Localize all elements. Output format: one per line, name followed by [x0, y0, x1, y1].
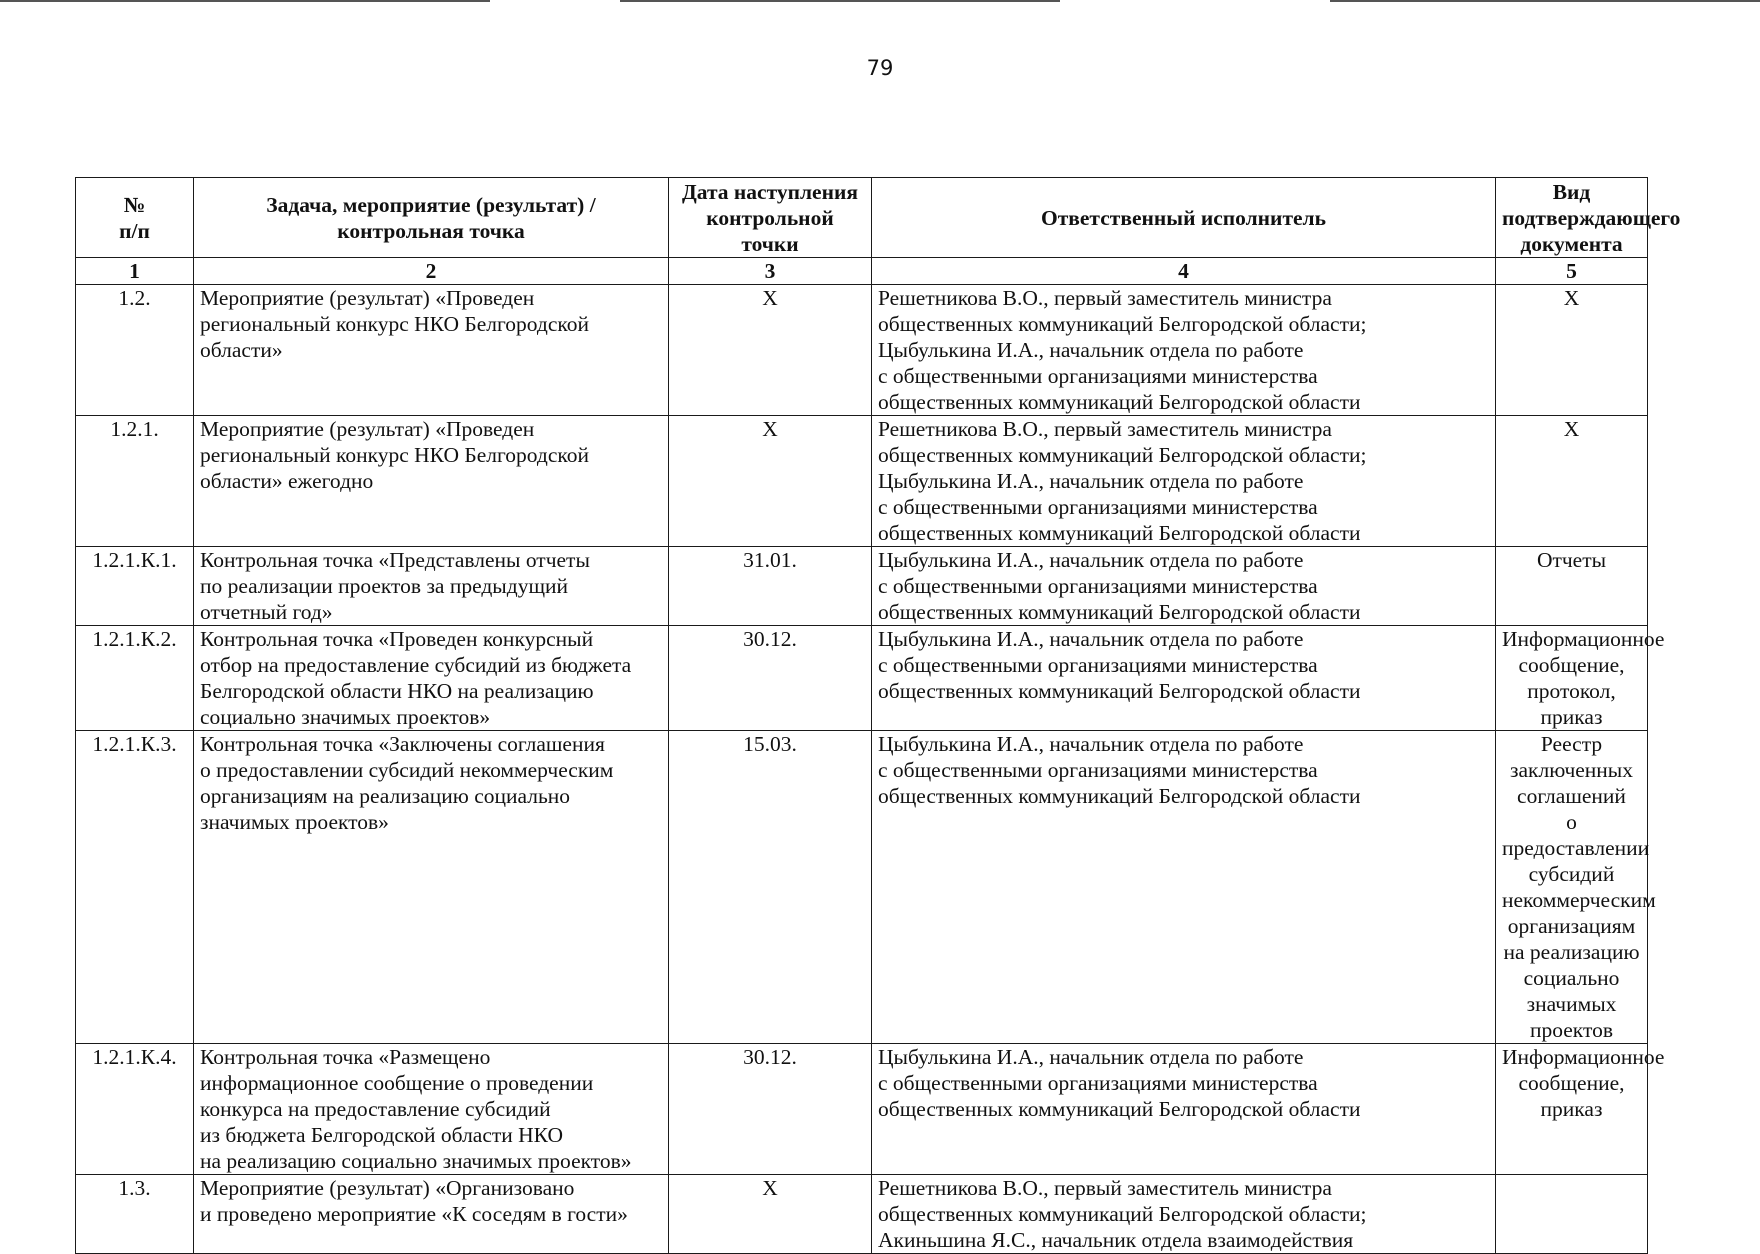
row-number: 1.2.1.К.1.: [76, 547, 194, 626]
table-row: [76, 1044, 1648, 1175]
row-document: Информационное сообщение, протокол, приказ: [1496, 626, 1648, 731]
column-numbers-row: [76, 258, 1648, 285]
row-number: 1.2.1.К.4.: [76, 1044, 194, 1175]
table-row: [76, 416, 1648, 547]
table-row: [76, 731, 1648, 1044]
row-document: X: [1496, 285, 1648, 416]
row-task: Мероприятие (результат) «Проведен региональный конкурс НКО Белгородской области» ежегодно: [194, 416, 669, 547]
row-date: 15.03.: [669, 731, 872, 1044]
row-document: X: [1496, 416, 1648, 547]
row-executor: Цыбулькина И.А., начальник отдела по работе с общественными организациями министерства общественных коммуникаций Белгородской области: [872, 731, 1496, 1044]
table-row: [76, 1175, 1648, 1254]
top-scan-rule-middle: [620, 0, 1060, 2]
row-task: Контрольная точка «Заключены соглашения о предоставлении субсидий некоммерческим организациям на реализацию социально значимых проектов»: [194, 731, 669, 1044]
table-row: [76, 626, 1648, 731]
row-executor: Решетникова В.О., первый заместитель министра общественных коммуникаций Белгородской области; Цыбулькина И.А., начальник отдела по работе с общественными организациями министерства общественных коммуникаций Белгородской области: [872, 285, 1496, 416]
header-date: Дата наступления контрольной точки: [669, 178, 872, 258]
row-date: X: [669, 1175, 872, 1254]
top-scan-rule-right: [1330, 0, 1760, 2]
column-number: 2: [194, 258, 669, 285]
header-executor: Ответственный исполнитель: [872, 178, 1496, 258]
row-date: 31.01.: [669, 547, 872, 626]
table-row: [76, 547, 1648, 626]
row-document: Информационное сообщение, приказ: [1496, 1044, 1648, 1175]
row-document: Реестр заключенных соглашений о предоставлении субсидий некоммерческим организациям на реализацию социально значимых проектов: [1496, 731, 1648, 1044]
row-executor: Цыбулькина И.А., начальник отдела по работе с общественными организациями министерства общественных коммуникаций Белгородской области: [872, 547, 1496, 626]
header-number: № п/п: [76, 178, 194, 258]
header-task: Задача, мероприятие (результат) / контрольная точка: [194, 178, 669, 258]
row-document: [1496, 1175, 1648, 1254]
row-number: 1.2.: [76, 285, 194, 416]
column-number: 1: [76, 258, 194, 285]
page-number: 79: [866, 56, 894, 80]
row-executor: Цыбулькина И.А., начальник отдела по работе с общественными организациями министерства общественных коммуникаций Белгородской области: [872, 626, 1496, 731]
row-executor: Решетникова В.О., первый заместитель министра общественных коммуникаций Белгородской области; Акиньшина Я.С., начальник отдела взаимодействия: [872, 1175, 1496, 1254]
row-task: Контрольная точка «Проведен конкурсный отбор на предоставление субсидий из бюджета Белгородской области НКО на реализацию социально значимых проектов»: [194, 626, 669, 731]
row-number: 1.2.1.К.3.: [76, 731, 194, 1044]
row-task: Контрольная точка «Представлены отчеты по реализации проектов за предыдущий отчетный год»: [194, 547, 669, 626]
row-task: Контрольная точка «Размещено информационное сообщение о проведении конкурса на предоставление субсидий из бюджета Белгородской области НКО на реализацию социально значимых проектов»: [194, 1044, 669, 1175]
column-number: 5: [1496, 258, 1648, 285]
row-task: Мероприятие (результат) «Организовано и проведено мероприятие «К соседям в гости»: [194, 1175, 669, 1254]
row-executor: Решетникова В.О., первый заместитель министра общественных коммуникаций Белгородской области; Цыбулькина И.А., начальник отдела по работе с общественными организациями министерства общественных коммуникаций Белгородской области: [872, 416, 1496, 547]
row-date: 30.12.: [669, 626, 872, 731]
row-executor: Цыбулькина И.А., начальник отдела по работе с общественными организациями министерства общественных коммуникаций Белгородской области: [872, 1044, 1496, 1175]
control-points-table: [75, 177, 1681, 1254]
row-document: Отчеты: [1496, 547, 1648, 626]
table-row: [76, 285, 1648, 416]
column-number: 4: [872, 258, 1496, 285]
table-header-row: [76, 178, 1648, 258]
row-date: 30.12.: [669, 1044, 872, 1175]
header-document: Вид подтверждающего документа: [1496, 178, 1648, 258]
row-date: X: [669, 285, 872, 416]
row-number: 1.2.1.К.2.: [76, 626, 194, 731]
top-scan-rule-left: [0, 0, 490, 2]
row-number: 1.2.1.: [76, 416, 194, 547]
row-date: X: [669, 416, 872, 547]
row-task: Мероприятие (результат) «Проведен региональный конкурс НКО Белгородской области»: [194, 285, 669, 416]
row-number: 1.3.: [76, 1175, 194, 1254]
column-number: 3: [669, 258, 872, 285]
